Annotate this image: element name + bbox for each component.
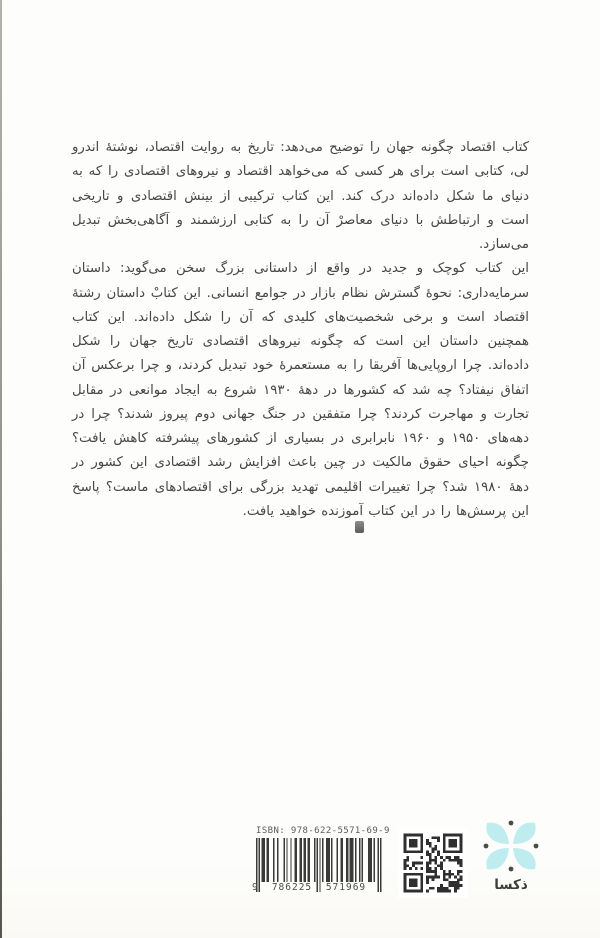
- publisher-flower-icon: [483, 820, 539, 874]
- publisher-name: ذکسا: [494, 877, 528, 893]
- qr-code: [398, 828, 468, 898]
- blurb-paragraph: این کتاب کوچک و جدید در واقع از داستانی بزرگ سخن می‌گوید: داستان سرمایه‌داری: نحوهٔ گسترش نظام بازار در جوامع انسانی. این کتابْ داستان رشتهٔ اقتصاد است و برخی شخصیت‌های کلیدی که آن را شکل داده‌اند. این کتاب همچنین داستان این است که چگونه نیروهای اقتصادی تاریخ جهان را شکل داده‌اند. چرا اروپایی‌ها آفریقا را به مستعمرهٔ خود تبدیل کردند، و چرا برعکس آن اتفاق نیفتاد؟ چه شد که کشورها در دهۀ ۱۹۳۰ شروع به ایجاد موانعی در مقابل تجارت و مهاجرت کردند؟ چرا متفقین در جنگ جهانی دوم پیروز شدند؟ چرا در دهه‌های ۱۹۵۰ و ۱۹۶۰ نابرابری در بسیاری از کشورهای پیشرفته کاهش یافت؟ چگونه احیای حقوق مالکیت در چین باعث افزایش رشد اقتصادی این کشور در دهۀ ۱۹۸۰ شد؟ چرا تغییرات اقلیمی تهدید بزرگی برای اقتصادهای ماست؟ پاسخ این پرسش‌ها را در این کتاب آموزنده خواهید یافت.: [72, 261, 530, 519]
- blurb-paragraph: کتاب اقتصاد چگونه جهان را توضیح می‌دهد: تاریخ به روایت اقتصاد، نوشتهٔ اندرو لی، کتابی است برای هر کسی که می‌خواهد اقتصاد و نیروهای اقتصادی را که به دنیای ما شکل داده‌اند درک کند. این کتاب ترکیبی از بینش اقتصادی و تاریخی است و ارتباطش با دنیای معاصرْ آن را به کتابی ارزشمند و آگاهی‌بخش تبدیل می‌سازد.: [72, 140, 529, 252]
- book-blurb: [72, 136, 529, 524]
- qr-code-icon: [398, 828, 468, 898]
- isbn-label: ISBN: 978-622-5571-69-9: [256, 826, 390, 836]
- footer: [252, 820, 544, 898]
- barcode-digit-first: 9: [252, 882, 259, 893]
- section-ornament: [355, 521, 364, 533]
- barcode-digits: [252, 882, 388, 894]
- page-left-edge: [0, 0, 2, 938]
- publisher-logo: [478, 820, 544, 893]
- isbn-barcode: [252, 826, 390, 896]
- barcode-digit-group2: 571969: [325, 882, 367, 893]
- barcode-digit-group1: 786225: [271, 882, 313, 893]
- barcode-bars: [252, 838, 388, 896]
